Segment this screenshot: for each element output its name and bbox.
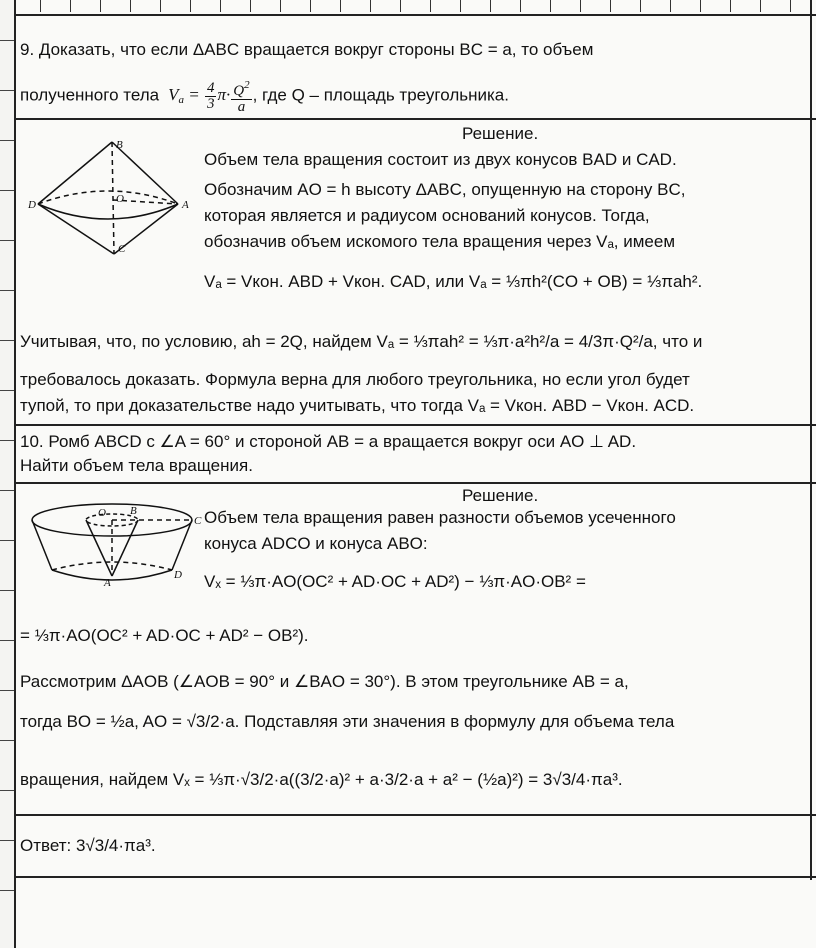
problem10-solution-line7: вращения, найдем Vₓ = ⅓π·√3/2·a((3/2·a)² + a·3/2·a + a² − (½a)²) = 3√3/4·πa³.	[20, 770, 623, 789]
problem10-statement-line2: Найти объем тела вращения.	[20, 456, 253, 475]
problem10-solution-title: Решение.	[462, 486, 539, 505]
vertex-label-C: C	[194, 515, 202, 527]
vertex-label-B: B	[116, 139, 123, 151]
problem10-statement-line1: 10. Ромб ABCD с ∠A = 60° и стороной AB = a вращается вокруг оси AO ⊥ AD.	[20, 432, 637, 451]
problem9-solution-line6: Учитывая, что, по условию, ah = 2Q, найдем Vₐ = ⅓πah² = ⅓π·a²h²/a = 4/3π·Q²/a, что и	[20, 332, 703, 351]
divider	[14, 814, 816, 816]
divider	[14, 14, 816, 16]
left-border	[14, 0, 16, 948]
problem9-statement-line1: 9. Доказать, что если ΔABC вращается вокруг стороны BC = a, то объем	[20, 40, 594, 59]
problem10-solution-line6: тогда BO = ½a, AO = √3/2·a. Подставляя эти значения в формулу для объема тела	[20, 712, 675, 731]
vertex-label-D: D	[28, 199, 36, 211]
vertex-label-B: B	[130, 505, 137, 517]
problem9-solution-line2: Обозначим AO = h высоту ΔABC, опущенную на сторону BC,	[204, 180, 686, 199]
right-border	[810, 0, 812, 880]
divider	[14, 424, 816, 426]
problem10-answer: Ответ: 3√3/4·πa³.	[20, 836, 156, 855]
statement-text: полученного тела	[20, 85, 160, 105]
problem10-solution-line2: конуса ADCO и конуса ABO:	[204, 534, 428, 553]
frustum-figure	[22, 494, 200, 594]
problem9-solution-line3: которая является и радиусом оснований конусов. Тогда,	[204, 206, 650, 225]
statement-text: , где Q – площадь треугольника.	[252, 85, 509, 105]
vertex-label-A: A	[104, 577, 111, 589]
vertex-label-D: D	[174, 569, 182, 581]
problem9-solution-line7: требовалось доказать. Формула верна для любого треугольника, но если угол будет	[20, 370, 690, 389]
problem9-solution-line4: обозначив объем искомого тела вращения через Vₐ, имеем	[204, 232, 676, 251]
divider	[14, 876, 816, 878]
bicone-figure	[28, 136, 196, 262]
vertex-label-O: O	[116, 193, 124, 205]
vertex-label-A: A	[182, 199, 189, 211]
divider	[14, 118, 816, 120]
problem9-solution-line8: тупой, то при доказательстве надо учитывать, что тогда Vₐ = Vкон. ABD − Vкон. ACD.	[20, 396, 695, 415]
problem9-statement-line2	[20, 78, 509, 115]
formula-volume: $V_a$ = $\frac{4}{3}$ π· $\frac{Q^2}{a}$	[163, 79, 250, 115]
problem10-solution-line4: = ⅓π·AO(OC² + AD·OC + AD² − OB²).	[20, 626, 309, 645]
vertex-label-O: O	[98, 507, 106, 519]
problem10-solution-line1: Объем тела вращения равен разности объемов усеченного	[204, 508, 676, 527]
problem10-solution-line5: Рассмотрим ΔAOB (∠AOB = 90° и ∠BAO = 30°). В этом треугольнике AB = a,	[20, 672, 629, 691]
problem10-solution-line3: Vₓ = ⅓π·AO(OC² + AD·OC + AD²) − ⅓π·AO·OB² =	[204, 572, 586, 591]
problem9-solution-line5: Vₐ = Vкон. ABD + Vкон. CAD, или Vₐ = ⅓πh²(CO + OB) = ⅓πah².	[204, 272, 703, 291]
problem9-solution-line1: Объем тела вращения состоит из двух конусов BAD и CAD.	[204, 150, 677, 169]
divider	[14, 482, 816, 484]
vertex-label-C: C	[118, 243, 126, 255]
problem9-solution-title: Решение.	[462, 124, 539, 143]
